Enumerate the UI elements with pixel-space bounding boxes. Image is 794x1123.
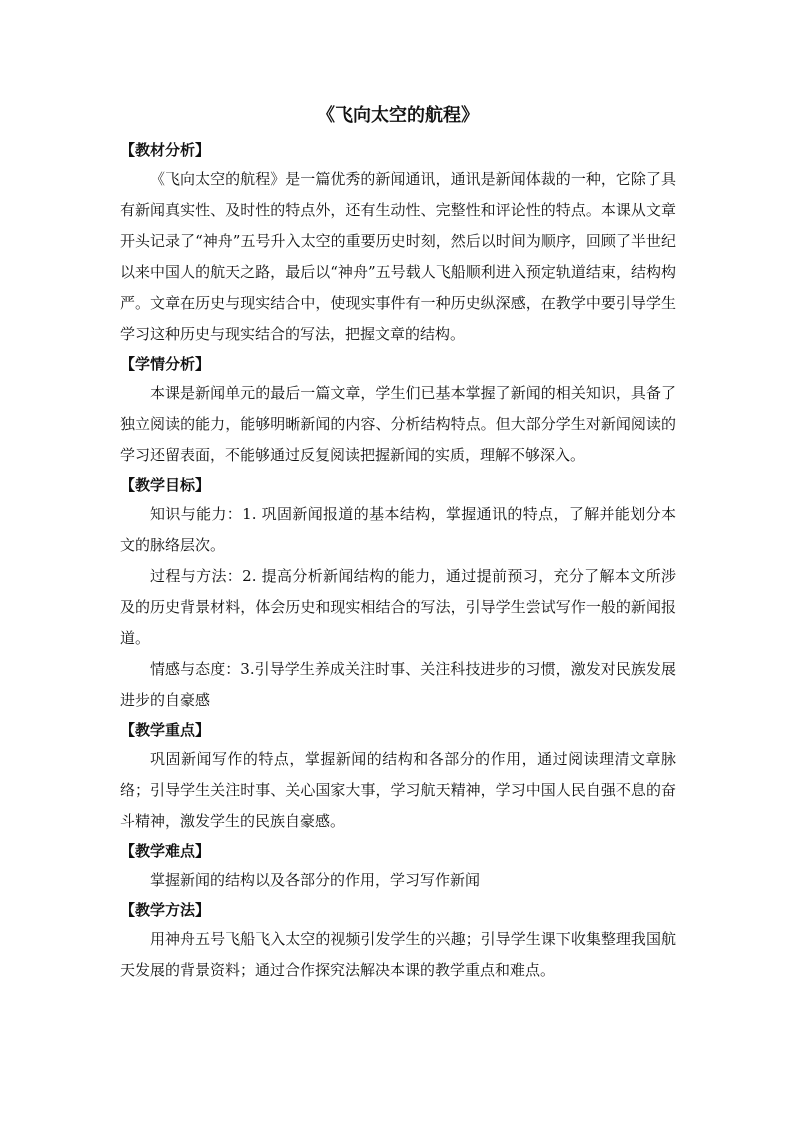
- document-page: [120, 100, 676, 986]
- section-heading: 【教学重点】: [120, 721, 211, 739]
- section-heading: 【教学难点】: [120, 842, 211, 860]
- section-teaching-methods: [120, 896, 676, 986]
- section-student-analysis: [120, 350, 676, 471]
- paragraph: 用神舟五号飞船飞入太空的视频引发学生的兴趣；引导学生课下收集整理我国航天发展的背景资料；通过合作探究法解决本课的教学重点和难点。: [120, 930, 676, 979]
- paragraph: 知识与能力：1. 巩固新闻报道的基本结构，掌握通讯的特点，了解并能划分本文的脉络层次。: [120, 505, 676, 554]
- section-heading: 【教材分析】: [120, 141, 211, 159]
- paragraph: 情感与态度：3.引导学生养成关注时事、关注科技进步的习惯，激发对民族发展进步的自豪感: [120, 660, 676, 709]
- section-teaching-difficulty: [120, 837, 676, 896]
- section-heading: 【学情分析】: [120, 355, 211, 373]
- document-title: 《飞向太空的航程》: [317, 105, 479, 126]
- section-heading: 【教学目标】: [120, 476, 211, 494]
- paragraph: 掌握新闻的结构以及各部分的作用，学习写作新闻: [150, 871, 481, 889]
- paragraph: 《飞向太空的航程》是一篇优秀的新闻通讯，通讯是新闻体裁的一种，它除了具有新闻真实性、及时性的特点外，还有生动性、完整性和评论性的特点。本课从文章开头记录了“神舟”五号升入太空的重要历史时刻，然后以时间为顺序，回顾了半世纪以来中国人的航天之路，最后以“神舟”五号载人飞船顺利进入预定轨道结束，结构构严。文章在历史与现实结合中，使现实事件有一种历史纵深感，在教学中要引导学生学习这种历史与现实结合的写法，把握文章的结构。: [120, 170, 676, 343]
- paragraph: 过程与方法：2. 提高分析新闻结构的能力，通过提前预习，充分了解本文所涉及的历史背景材料，体会历史和现实相结合的写法，引导学生尝试写作一般的新闻报道。: [120, 567, 676, 647]
- section-textbook-analysis: [120, 136, 676, 350]
- section-heading: 【教学方法】: [120, 901, 211, 919]
- paragraph: 本课是新闻单元的最后一篇文章，学生们已基本掌握了新闻的相关知识，具备了独立阅读的能力，能够明晰新闻的内容、分析结构特点。但大部分学生对新闻阅读的学习还留表面，不能够通过反复阅读把握新闻的实质，理解不够深入。: [120, 384, 676, 464]
- paragraph: 巩固新闻写作的特点，掌握新闻的结构和各部分的作用，通过阅读理清文章脉络；引导学生关注时事、关心国家大事，学习航天精神，学习中国人民自强不息的奋斗精神，激发学生的民族自豪感。: [120, 750, 676, 830]
- section-teaching-goals: [120, 471, 676, 716]
- section-teaching-focus: [120, 716, 676, 837]
